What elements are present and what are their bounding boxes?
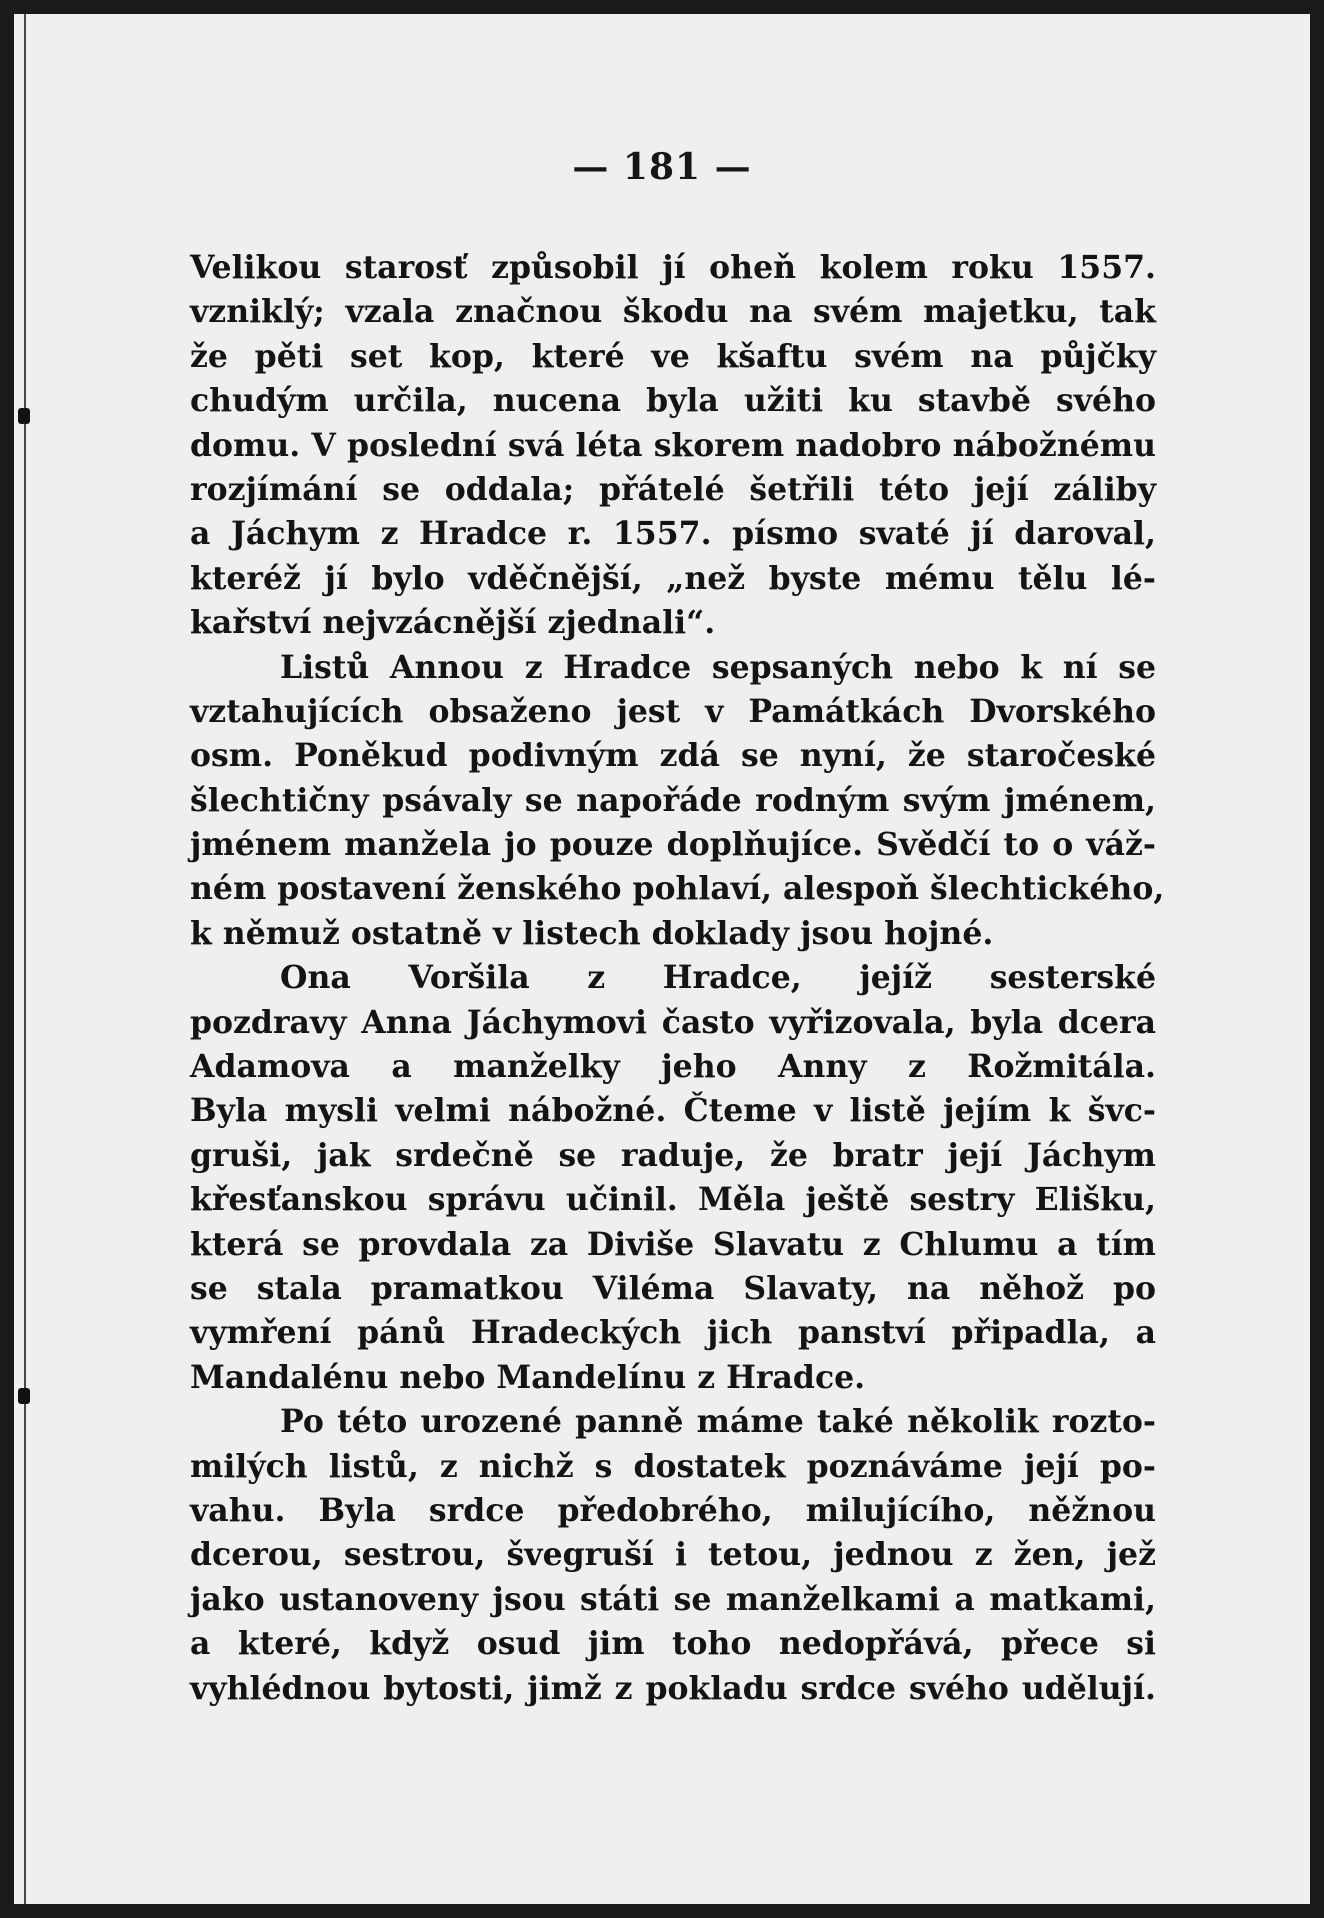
text-line: Mandalénu nebo Mandelínu z Hradce. (190, 1358, 866, 1396)
text-line: Velikou starosť způsobil jí oheň kolem roku 1557. (190, 249, 1156, 286)
text-line: vzniklý; vzala značnou škodu na svém majetku, tak (190, 293, 1156, 331)
text-line: gruši, jak srdečně se raduje, že bratr její Jáchym (190, 1136, 1156, 1174)
body-text (190, 246, 1165, 1711)
text-line: k němuž ostatně v listech doklady jsou hojné. (190, 914, 994, 952)
text-line: jménem manžela jo pouze doplňujíce. Svědčí to o váž- (190, 826, 1156, 864)
text-line: Ona Voršila z Hradce, jejíž sesterské (280, 959, 1156, 997)
text-line: křesťanskou správu učinil. Měla ještě sestry Elišku, (190, 1181, 1156, 1219)
text-line: ném postavení ženského pohlaví, alespoň šlechtického, (190, 870, 1165, 908)
text-line: se stala pramatkou Viléma Slavaty, na něhož po (190, 1269, 1156, 1307)
text-line: vztahujících obsaženo jest v Památkách Dvorského (190, 692, 1156, 730)
text-line: kařství nejvzácnější zjednali“. (190, 604, 716, 642)
binding-mark (18, 1388, 30, 1404)
text-line: Adamova a manželky jeho Anny z Rožmitála. (190, 1048, 1156, 1086)
text-line: která se provdala za Diviše Slavatu z Chlumu a tím (190, 1225, 1156, 1263)
text-line: šlechtičny psávaly se napořáde rodným svým jménem, (190, 781, 1156, 819)
text-line: vyhlédnou bytosti, jimž z pokladu srdce svého udělují. (190, 1669, 1156, 1707)
text-line: milých listů, z nichž s dostatek poznáváme její po- (190, 1447, 1156, 1485)
text-line: pozdravy Anna Jáchymovi často vyřizovala, byla dcera (190, 1003, 1156, 1041)
binding-mark (18, 408, 30, 424)
text-line: že pěti set kop, které ve kšaftu svém na půjčky (190, 337, 1156, 375)
binding-edge (24, 14, 26, 1904)
text-line: a Jáchym z Hradce r. 1557. písmo svaté jí daroval, (190, 515, 1156, 553)
text-line: dcerou, sestrou, švegruší i tetou, jednou z žen, jež (190, 1536, 1156, 1574)
text-line: Listů Annou z Hradce sepsaných nebo k ní se (280, 648, 1156, 686)
text-line: a které, když osud jim toho nedopřává, přece si (190, 1625, 1156, 1663)
text-line: osm. Poněkud podivným zdá se nyní, že staročeské (190, 737, 1156, 775)
text-line: chudým určila, nucena byla užiti ku stavbě svého (190, 382, 1156, 420)
text-line: Byla mysli velmi nábožné. Čteme v listě jejím k švc- (190, 1092, 1156, 1130)
text-line: Po této urozené panně máme také několik rozto- (280, 1403, 1156, 1441)
text-line: kteréž jí bylo vděčnější, „než byste mému tělu lé- (190, 559, 1156, 597)
text-line: vahu. Byla srdce předobrého, milujícího, něžnou (190, 1491, 1156, 1529)
page-number: — 181 — (572, 146, 752, 188)
text-line: jako ustanoveny jsou státi se manželkami a matkami, (190, 1580, 1156, 1618)
text-line: rozjímání se oddala; přátelé šetřili této její záliby (190, 470, 1156, 508)
text-line: vymření pánů Hradeckých jich panství připadla, a (190, 1314, 1156, 1352)
text-line: domu. V poslední svá léta skorem nadobro nábožnému (190, 426, 1156, 464)
book-page (14, 14, 1310, 1904)
